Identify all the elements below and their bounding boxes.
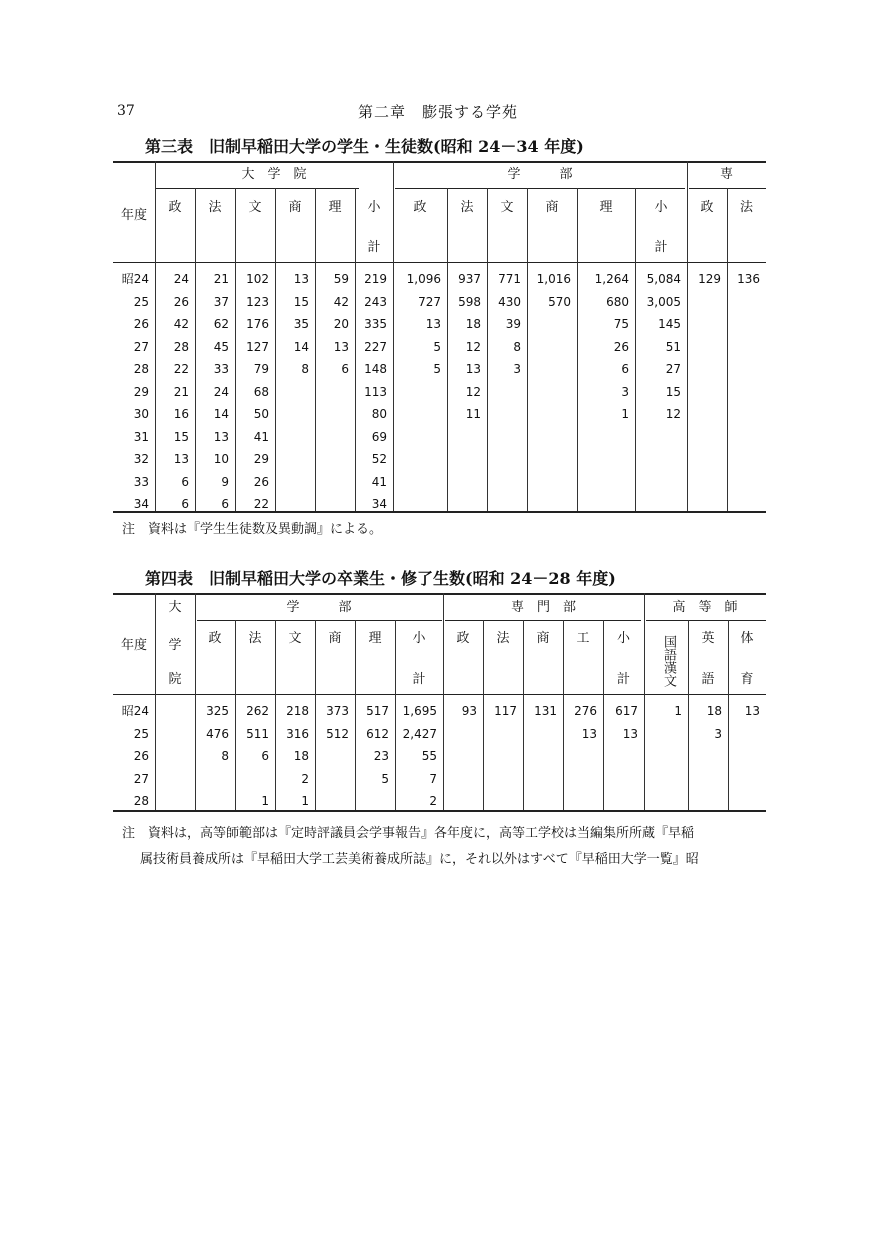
table4-cell: 55 (421, 749, 437, 763)
table3-cell: 148 (364, 362, 387, 376)
table4-col-header: 理 (368, 631, 382, 646)
table3-col-header: 商 (545, 200, 559, 215)
table3-cell: 13 (425, 317, 441, 331)
table4-col-header: 体 (740, 631, 754, 646)
table3-col-header: 政 (168, 200, 182, 215)
table4-cell: 316 (286, 726, 309, 741)
table4-daigakuin-2: 学 (168, 638, 182, 653)
table3-cell: 13 (213, 429, 229, 444)
table4-group-koto: 高 等 師 (672, 600, 738, 615)
table4-vline (155, 593, 156, 810)
table3-cell: 24 (173, 272, 189, 286)
table3-cell: 102 (246, 272, 269, 286)
table3-cell: 52 (371, 452, 387, 466)
table3-cell: 14 (293, 339, 309, 354)
table4-col-header: 英 (701, 631, 715, 646)
table4-cell: 1 (674, 704, 682, 718)
table3-cell: 24 (213, 384, 229, 399)
table3-cell: 219 (364, 272, 387, 286)
table3-year-cell: 28 (133, 362, 149, 376)
table4-group-senmon: 専 門 部 (510, 600, 576, 615)
table4-col-header: 法 (496, 631, 510, 646)
table3-year-cell: 25 (133, 294, 149, 309)
table3-col-header: 法 (208, 200, 222, 215)
table4-vline (195, 593, 196, 810)
table4-col-header: 政 (208, 631, 222, 646)
table4-cell: 218 (286, 704, 309, 718)
table3-cell: 129 (698, 272, 721, 286)
table3-cell: 8 (301, 362, 309, 376)
table3-year-cell: 32 (133, 452, 149, 466)
table4-year-cell: 27 (133, 771, 149, 786)
table3-cell: 13 (465, 362, 481, 376)
table3-col-header: 文 (500, 200, 514, 215)
table3-cell: 51 (665, 339, 681, 354)
table3-cell: 42 (333, 294, 349, 309)
table3-cell: 127 (246, 339, 269, 354)
table3-cell: 176 (246, 317, 269, 331)
table3-cell: 1 (621, 407, 629, 421)
table4-cell: 617 (615, 704, 638, 718)
table3-kei-grad: 計 (367, 240, 381, 255)
table3-cell: 598 (458, 294, 481, 309)
table4-header-rule (113, 694, 766, 695)
table3-cell: 243 (364, 294, 387, 309)
table4-col-header: 商 (536, 631, 550, 646)
table3-cell: 8 (513, 339, 521, 354)
table3-cell: 21 (213, 272, 229, 286)
table3-group-senmon: 専 (719, 167, 733, 182)
table3-col-header: 法 (739, 200, 753, 215)
page-number: 37 (117, 103, 135, 119)
table3-cell: 37 (213, 294, 229, 309)
table3-title: 第三表 旧制早稲田大学の学生・生徒数(昭和 24－34 年度) (145, 137, 584, 156)
table4-col-header: 政 (456, 631, 470, 646)
table3-cell: 15 (173, 429, 189, 444)
table3-cell: 75 (613, 317, 629, 331)
table4-col-header: 法 (248, 631, 262, 646)
table3-group-rule-grad (155, 188, 359, 189)
table3-group-undergrad: 学 部 (507, 167, 573, 182)
table4-cell: 262 (246, 704, 269, 718)
table4-group-rule-koto (646, 620, 766, 621)
table4-year-cell: 昭24 (121, 704, 149, 718)
table3-cell: 570 (548, 294, 571, 309)
table3-cell: 136 (737, 272, 760, 286)
table3-note: 注 資料は『学生生徒数及異動調』による。 (122, 522, 383, 537)
table3-cell: 16 (173, 407, 189, 421)
table3-cell: 13 (173, 452, 189, 466)
table3-header-rule (113, 262, 766, 263)
table4-cell: 511 (246, 726, 269, 741)
table3-cell: 45 (213, 339, 229, 354)
table3-year-header: 年度 (120, 208, 147, 223)
table3-cell: 5 (433, 339, 441, 354)
table4-cell: 5 (381, 771, 389, 786)
table4-cell: 1 (261, 794, 269, 808)
table4-group-gakubu: 学 部 (286, 600, 352, 615)
table4-note-line1: 注 資料は，高等師範部は『定時評議員会学事報告』各年度に，高等工学校は当編集所所蔵『早稲 (122, 826, 695, 841)
table3-cell: 3 (621, 384, 629, 399)
table3-cell: 12 (465, 384, 481, 399)
table3-vline (527, 188, 528, 511)
table4-vline (443, 593, 444, 810)
table3-cell: 26 (173, 294, 189, 309)
table3-cell: 430 (498, 294, 521, 309)
table3-cell: 79 (253, 362, 269, 376)
table4-cell: 476 (206, 726, 229, 741)
table3-cell: 26 (613, 339, 629, 354)
table4-cell: 131 (534, 704, 557, 718)
table4-title: 第四表 旧制早稲田大学の卒業生・修了生数(昭和 24－28 年度) (145, 569, 616, 588)
table4-cell: 2,427 (402, 726, 437, 741)
table4-cell: 8 (221, 749, 229, 763)
table4-cell: 3 (714, 726, 722, 741)
table3-cell: 20 (333, 317, 349, 331)
table3-cell: 29 (253, 452, 269, 466)
table3-cell: 59 (333, 272, 349, 286)
table4-kei-senmon: 計 (616, 672, 630, 687)
table3-cell: 15 (665, 384, 681, 399)
table3-cell: 42 (173, 317, 189, 331)
running-head: 第二章 膨張する学苑 (358, 103, 519, 121)
table3-cell: 35 (293, 317, 309, 331)
table3-col-header: 法 (460, 200, 474, 215)
table4-daigakuin-1: 大 (168, 600, 182, 615)
table3-cell: 26 (253, 474, 269, 489)
table4-taiiku-bottom: 育 (740, 672, 754, 687)
table4-cell: 6 (261, 749, 269, 763)
table3-cell: 22 (253, 497, 269, 511)
table4-cell: 18 (706, 704, 722, 718)
table3-cell: 33 (213, 362, 229, 376)
table3-year-cell: 34 (133, 497, 149, 511)
table3-vline (727, 188, 728, 511)
table4-cell: 1 (301, 794, 309, 808)
table4-cell: 2 (429, 794, 437, 808)
table4-year-cell: 28 (133, 794, 149, 808)
table3-cell: 227 (364, 339, 387, 354)
table4-cell: 117 (494, 704, 517, 718)
table4-group-rule-senmon (445, 620, 641, 621)
table3-cell: 5,084 (646, 272, 681, 286)
table3-cell: 6 (621, 362, 629, 376)
table3-year-cell: 31 (133, 429, 149, 444)
table3-cell: 937 (458, 272, 481, 286)
table3-cell: 145 (658, 317, 681, 331)
table3-cell: 113 (364, 384, 387, 399)
table3-cell: 41 (253, 429, 269, 444)
table3-year-cell: 昭24 (121, 272, 149, 286)
table3-cell: 14 (213, 407, 229, 421)
table3-cell: 21 (173, 384, 189, 399)
table3-top-rule (113, 161, 766, 163)
table3-cell: 62 (213, 317, 229, 331)
table3-cell: 69 (371, 429, 387, 444)
table3-cell: 3,005 (646, 294, 681, 309)
table3-cell: 39 (505, 317, 521, 331)
table3-col-header: 政 (700, 200, 714, 215)
table3-cell: 6 (181, 497, 189, 511)
table3-cell: 68 (253, 384, 269, 399)
table3-year-cell: 29 (133, 384, 149, 399)
table3-cell: 1,264 (594, 272, 629, 286)
table4-cell: 1,695 (402, 704, 437, 718)
table3-cell: 41 (371, 474, 387, 489)
table3-year-cell: 30 (133, 407, 149, 421)
table3-group-grad: 大 学 院 (241, 167, 307, 182)
table3-cell: 6 (341, 362, 349, 376)
table3-year-cell: 33 (133, 474, 149, 489)
table3-col-header: 小 (367, 200, 381, 215)
table4-cell: 13 (744, 704, 760, 718)
table4-year-cell: 25 (133, 726, 149, 741)
table4-kei-gakubu: 計 (412, 672, 426, 687)
table3-cell: 13 (293, 272, 309, 286)
table4-eigo-bottom: 語 (701, 672, 715, 687)
table3-cell: 80 (371, 407, 387, 421)
table4-cell: 93 (461, 704, 477, 718)
table3-cell: 15 (293, 294, 309, 309)
table4-cell: 23 (373, 749, 389, 763)
table4-bottom-rule (113, 810, 766, 812)
table4-cell: 276 (574, 704, 597, 718)
table3-col-header: 小 (654, 200, 668, 215)
table4-cell: 512 (326, 726, 349, 741)
table4-col-header-kokugo-kanbun: 国語漢文 (661, 635, 676, 687)
table4-cell: 373 (326, 704, 349, 718)
table4-year-header: 年度 (120, 638, 147, 653)
table4-col-header: 商 (328, 631, 342, 646)
table3-col-header: 商 (288, 200, 302, 215)
table4-col-header: 工 (576, 631, 590, 646)
table3-year-cell: 26 (133, 317, 149, 331)
table3-cell: 727 (418, 294, 441, 309)
table3-col-header: 文 (248, 200, 262, 215)
table4-group-rule-gakubu (197, 620, 442, 621)
table3-cell: 10 (213, 452, 229, 466)
table3-cell: 12 (465, 339, 481, 354)
table3-kei-undergrad: 計 (654, 240, 668, 255)
table3-group-rule-undergrad (395, 188, 685, 189)
table3-year-cell: 27 (133, 339, 149, 354)
table3-cell: 6 (221, 497, 229, 511)
table3-cell: 771 (498, 272, 521, 286)
table4-note-line2: 属技術員養成所は『早稲田大学工芸美術養成所誌』に，それ以外はすべて『早稲田大学一覧』昭 (140, 852, 699, 867)
table4-cell: 18 (293, 749, 309, 763)
table4-col-header: 小 (412, 631, 426, 646)
table3-cell: 12 (665, 407, 681, 421)
table3-col-header: 政 (413, 200, 427, 215)
table4-top-rule (113, 593, 766, 595)
table3-cell: 50 (253, 407, 269, 421)
table3-cell: 34 (371, 497, 387, 511)
table3-cell: 11 (465, 407, 481, 421)
table4-cell: 13 (581, 726, 597, 741)
table3-cell: 3 (513, 362, 521, 376)
table4-vline (644, 593, 645, 810)
table4-cell: 13 (622, 726, 638, 741)
table4-col-header: 小 (616, 631, 630, 646)
table3-cell: 9 (221, 474, 229, 489)
table4-cell: 612 (366, 726, 389, 741)
table3-cell: 18 (465, 317, 481, 331)
table3-cell: 1,016 (536, 272, 571, 286)
table4-daigakuin-3: 院 (168, 672, 182, 687)
table3-cell: 680 (606, 294, 629, 309)
table3-cell: 335 (364, 317, 387, 331)
table3-cell: 28 (173, 339, 189, 354)
table4-col-header: 文 (288, 631, 302, 646)
table3-cell: 27 (665, 362, 681, 376)
table3-cell: 123 (246, 294, 269, 309)
table3-col-header: 理 (328, 200, 342, 215)
table3-cell: 5 (433, 362, 441, 376)
table3-cell: 13 (333, 339, 349, 354)
table3-cell: 6 (181, 474, 189, 489)
table4-year-cell: 26 (133, 749, 149, 763)
table4-cell: 517 (366, 704, 389, 718)
table3-cell: 22 (173, 362, 189, 376)
table4-cell: 7 (429, 771, 437, 786)
table4-cell: 2 (301, 771, 309, 786)
table3-col-header: 理 (599, 200, 613, 215)
table3-cell: 1,096 (406, 272, 441, 286)
table4-cell: 325 (206, 704, 229, 718)
